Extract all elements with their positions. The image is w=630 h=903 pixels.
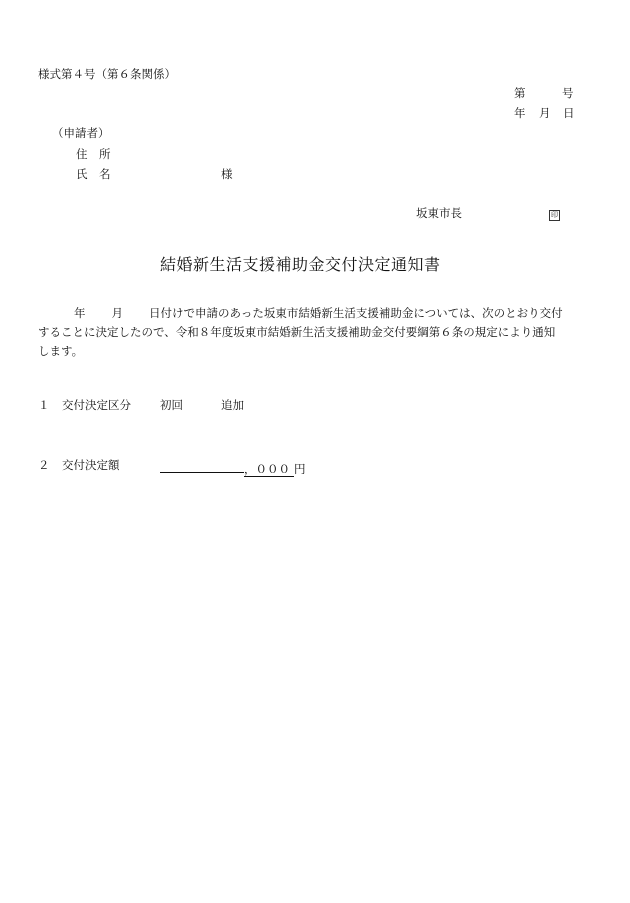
body-line-3: します。 <box>38 344 84 358</box>
form-label: 様式第４号（第６条関係） <box>38 67 176 81</box>
honorific: 様 <box>221 167 233 181</box>
amount-blank <box>160 460 244 473</box>
item-2-label: 交付決定額 <box>62 458 120 472</box>
date-month: 月 <box>539 106 551 120</box>
body-month: 月 <box>111 306 123 320</box>
doc-number-prefix: 第 <box>514 86 526 100</box>
seal-icon: 印 <box>551 211 558 219</box>
body-line-2: することに決定したので、令和８年度坂東市結婚新生活支援補助金交付要綱第６条の規定により通知 <box>38 325 556 339</box>
name-label: 氏 名 <box>76 167 111 181</box>
doc-number-suffix: 号 <box>562 86 574 100</box>
seal-mark <box>549 208 560 221</box>
date-day: 日 <box>563 106 575 120</box>
body-paragraph <box>38 304 590 361</box>
date-year: 年 <box>514 106 526 120</box>
body-year: 年 <box>74 306 86 320</box>
doc-title: 結婚新生活支援補助金交付決定通知書 <box>160 255 441 274</box>
item-1-option-initial: 初回 <box>160 398 183 412</box>
body-line-1 <box>38 304 590 323</box>
body-line-1-text: 日付けで申請のあった坂東市結婚新生活支援補助金については、次のとおり交付 <box>149 306 563 320</box>
amount-suffix: ，０００ <box>244 464 294 477</box>
amount-unit: 円 <box>294 462 306 476</box>
item-1-label: 交付決定区分 <box>62 398 131 412</box>
applicant-heading: （申請者） <box>52 126 110 140</box>
item-2-number: ２ <box>38 458 50 472</box>
amount-field <box>160 460 306 477</box>
item-1-option-additional: 追加 <box>221 398 244 412</box>
item-1-number: １ <box>38 398 50 412</box>
issuer-title: 坂東市長 <box>416 206 462 220</box>
address-label: 住 所 <box>76 147 111 161</box>
